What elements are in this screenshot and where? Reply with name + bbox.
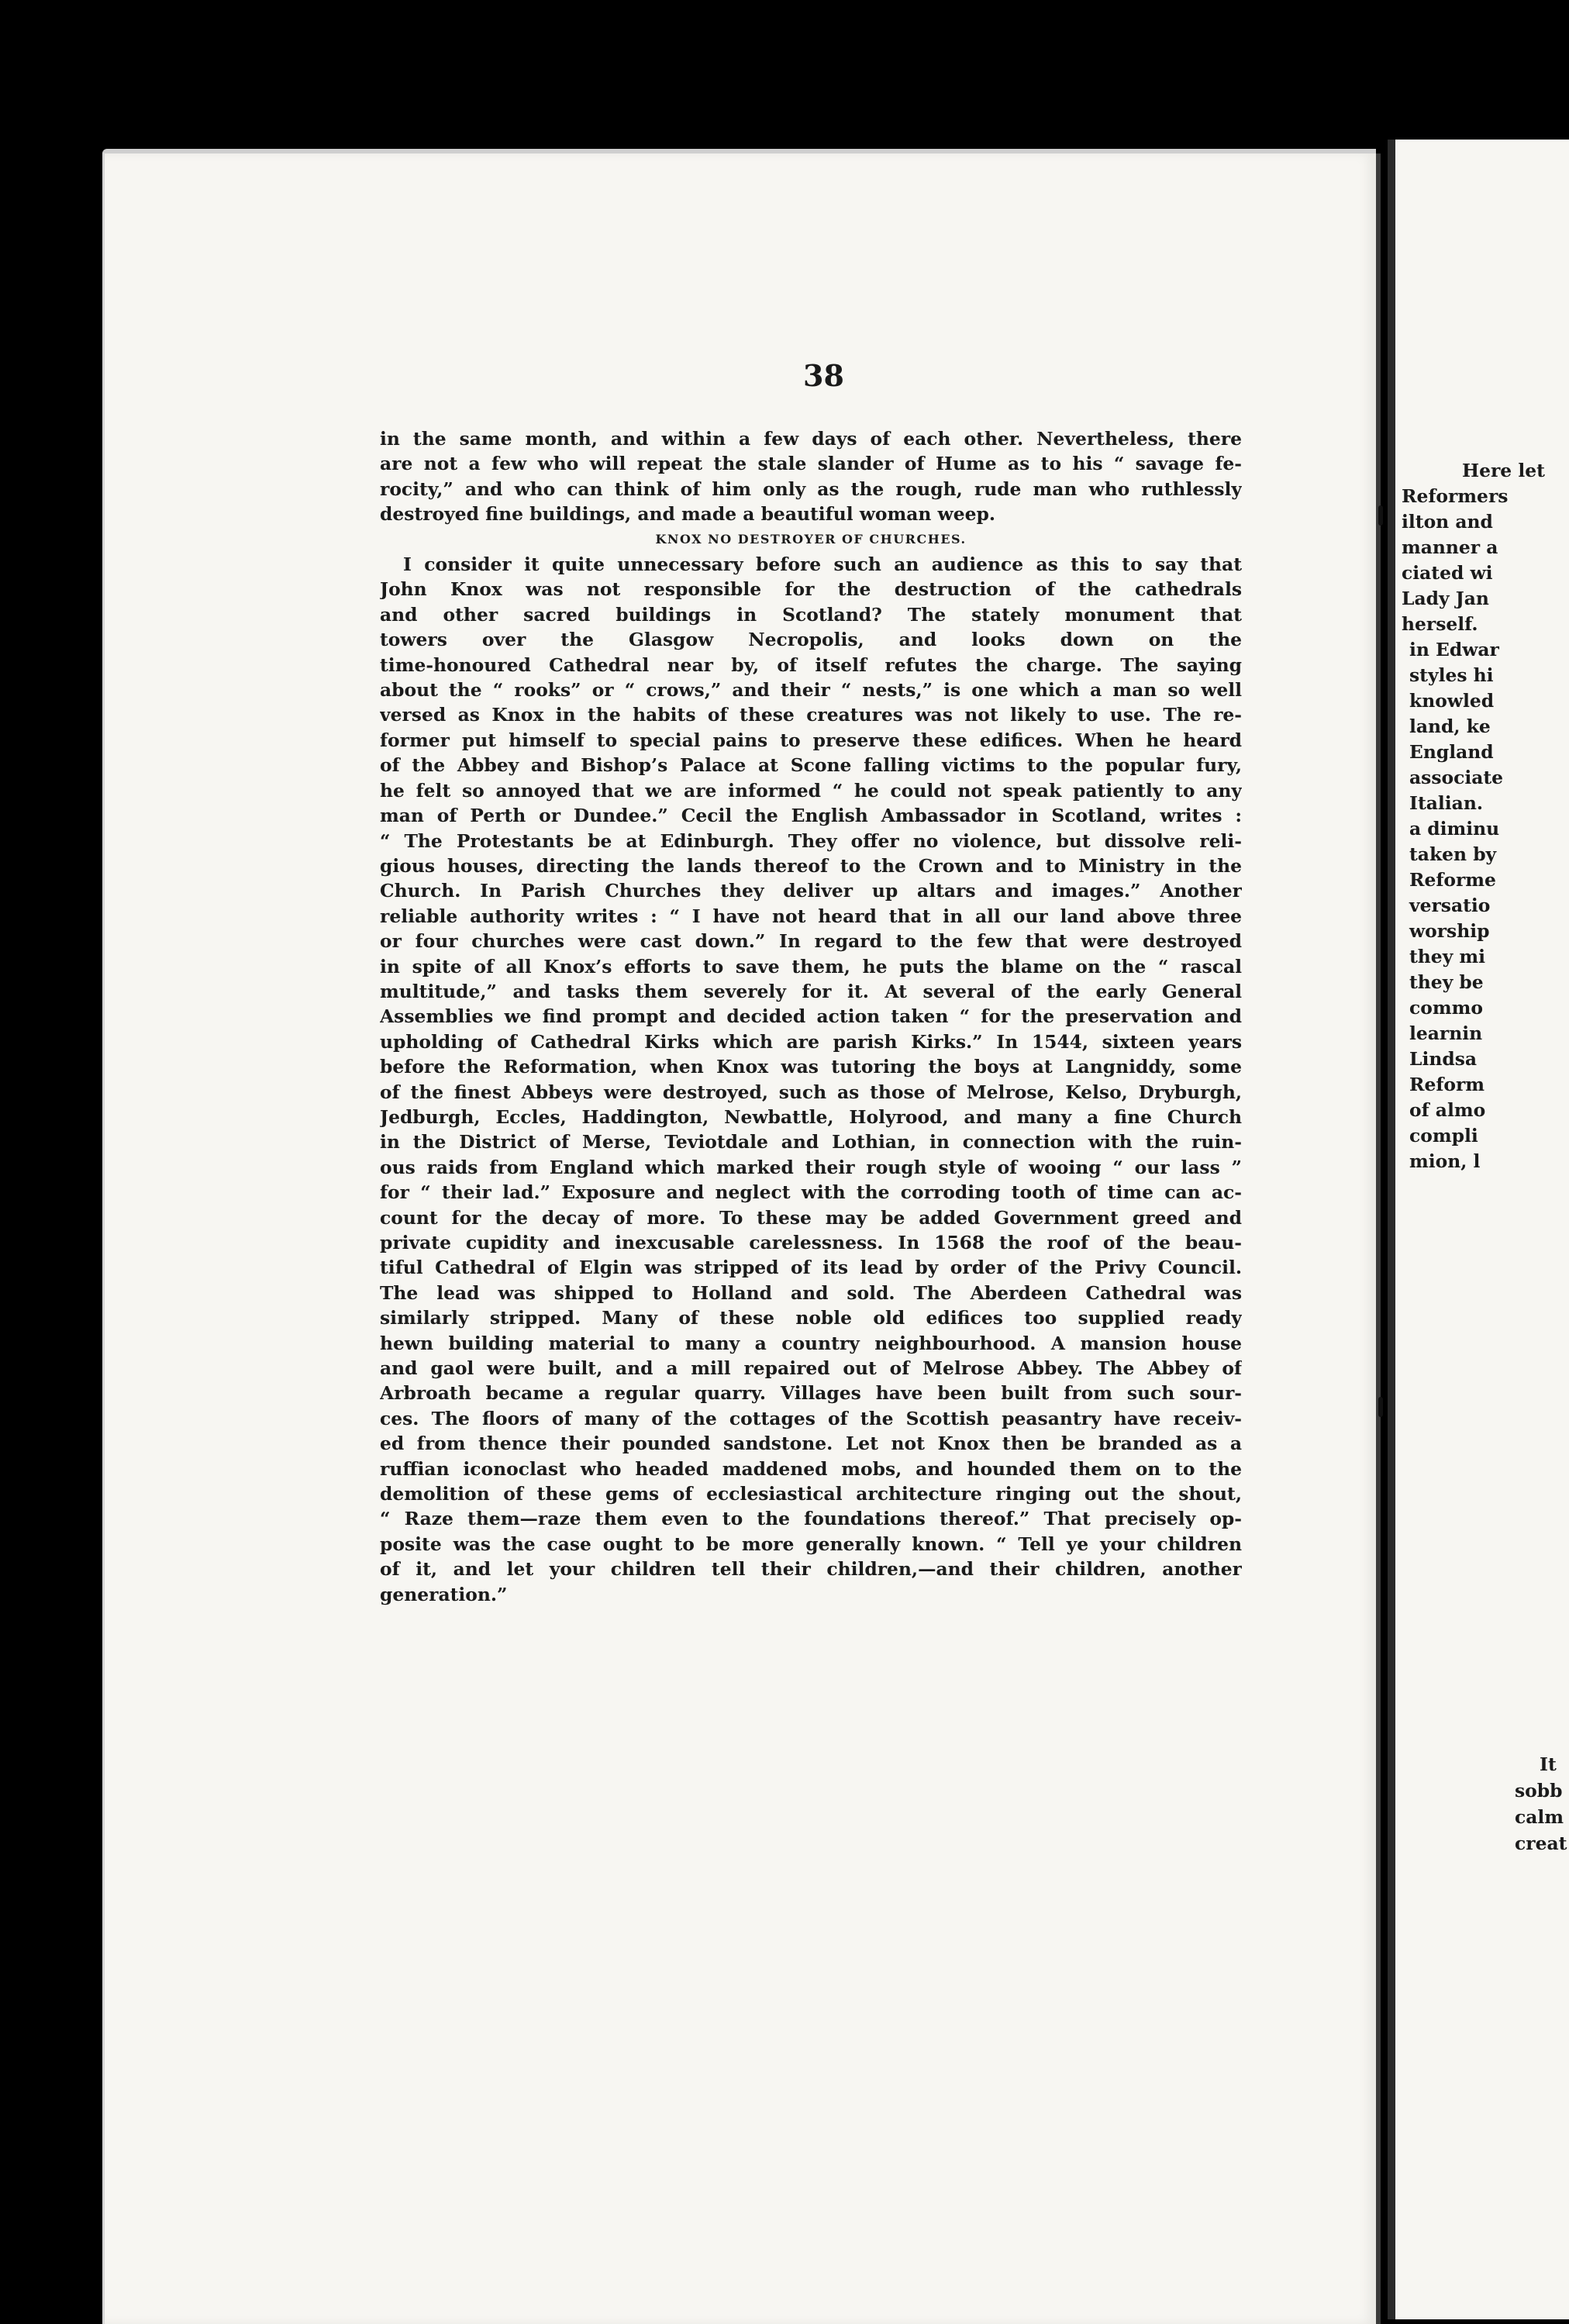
text-line: of it, and let your children tell their children,—and their children, another <box>380 1558 1242 1581</box>
text-line: rocity,” and who can think of him only as the rough, rude man who ruthlessly <box>380 478 1242 500</box>
text-line: in the same month, and within a few days of each other. Nevertheless, there <box>380 428 1242 450</box>
text-line: multitude,” and tasks them severely for it. At several of the early General <box>380 980 1242 1002</box>
text-line: ous raids from England which marked their rough style of wooing “ our lass ” <box>380 1156 1242 1178</box>
text-line: generation.” <box>380 1583 508 1605</box>
text-line: reliable authority writes : “ I have not heard that in all our land above three <box>380 905 1242 927</box>
right-text-line: Lindsa <box>1409 1048 1478 1070</box>
body-text <box>380 426 1242 1607</box>
right-text-line: ilton and <box>1402 511 1493 533</box>
right-text-line: land, ke <box>1409 715 1491 737</box>
text-line: or four churches were cast down.” In regard to the few that were destroyed <box>380 930 1242 953</box>
text-line: I consider it quite unnecessary before such an audience as this to say that <box>403 553 1242 576</box>
text-line: Arbroath became a regular quarry. Villages have been built from such sour- <box>380 1382 1242 1405</box>
text-line: “ The Protestants be at Edinburgh. They offer no violence, but dissolve reli- <box>380 829 1242 852</box>
right-text-line: they mi <box>1409 946 1486 967</box>
right-text-line: England <box>1409 741 1494 763</box>
right-text-line: they be <box>1409 971 1484 993</box>
right-text-line: worship <box>1409 920 1490 942</box>
text-line: former put himself to special pains to preserve these edifices. When he heard <box>380 729 1242 751</box>
text-line: John Knox was not responsible for the destruction of the cathedrals <box>380 578 1242 601</box>
right-text-line: Lady Jan <box>1402 588 1489 609</box>
page-edge-mark <box>1378 1397 1383 1417</box>
text-line: for “ their lad.” Exposure and neglect with the corroding tooth of time can ac- <box>380 1181 1242 1204</box>
text-line: in the District of Merse, Teviotdale and Lothian, in connection with the ruin- <box>380 1131 1242 1153</box>
right-text-line: manner a <box>1402 536 1498 558</box>
text-line: gious houses, directing the lands thereof to the Crown and to Ministry in the <box>380 854 1242 877</box>
text-line: and gaol were built, and a mill repaired out of Melrose Abbey. The Abbey of <box>380 1357 1242 1380</box>
text-line: are not a few who will repeat the stale slander of Hume as to his “ savage fe- <box>380 453 1242 475</box>
text-line: in spite of all Knox’s efforts to save them, he puts the blame on the “ rascal <box>380 955 1242 978</box>
text-line: about the “ rooks” or “ crows,” and their “ nests,” is one which a man so well <box>380 679 1242 702</box>
text-line: hewn building material to many a country neighbourhood. A mansion house <box>380 1332 1242 1354</box>
page-number: 38 <box>803 358 844 393</box>
right-text-line: calm <box>1515 1806 1564 1828</box>
text-line: The lead was shipped to Holland and sold. The Aberdeen Cathedral was <box>380 1281 1242 1304</box>
text-line: man of Perth or Dundee.” Cecil the English Ambassador in Scotland, writes : <box>380 805 1242 827</box>
text-line: and other sacred buildings in Scotland? The stately monument that <box>380 603 1242 626</box>
text-line: similarly stripped. Many of these noble old edifices too supplied ready <box>380 1307 1242 1329</box>
text-line: versed as Knox in the habits of these creatures was not likely to use. The re- <box>380 704 1242 726</box>
text-line: posite was the case ought to be more generally known. “ Tell ye your children <box>380 1533 1242 1555</box>
text-line: towers over the Glasgow Necropolis, and looks down on the <box>380 629 1242 651</box>
text-line: he felt so annoyed that we are informed “ he could not speak patiently to any <box>380 779 1242 802</box>
text-line: demolition of these gems of ecclesiastical architecture ringing out the shout, <box>380 1483 1242 1505</box>
text-line: ces. The floors of many of the cottages of the Scottish peasantry have receiv- <box>380 1407 1242 1429</box>
text-line: Jedburgh, Eccles, Haddington, Newbattle, Holyrood, and many a fine Church <box>380 1105 1242 1128</box>
right-text-line: Reforme <box>1409 869 1496 891</box>
right-text-line: ciated wi <box>1402 562 1493 584</box>
text-line: count for the decay of more. To these may be added Government greed and <box>380 1206 1242 1229</box>
right-text-line: Reformers <box>1402 485 1509 507</box>
text-line: of the Abbey and Bishop’s Palace at Scone falling victims to the popular fury, <box>380 754 1242 777</box>
right-text-line: Here let <box>1462 460 1545 481</box>
text-line: ruffian iconoclast who headed maddened mobs, and hounded them on to the <box>380 1457 1242 1480</box>
right-text-line: Reform <box>1409 1074 1485 1095</box>
text-line: of the finest Abbeys were destroyed, such as those of Melrose, Kelso, Dryburgh, <box>380 1081 1242 1103</box>
right-text-line: a diminu <box>1409 818 1500 840</box>
right-text-line: versatio <box>1409 895 1491 916</box>
text-line: tiful Cathedral of Elgin was stripped of its lead by order of the Privy Council. <box>380 1257 1242 1279</box>
text-line: Assemblies we find prompt and decided action taken “ for the preservation and <box>380 1005 1242 1028</box>
right-text-line: mion, l <box>1409 1150 1481 1172</box>
right-text-line: It <box>1540 1753 1557 1775</box>
right-text-line: Italian. <box>1409 792 1483 814</box>
text-line: time-honoured Cathedral near by, of itself refutes the charge. The saying <box>380 653 1242 676</box>
page-edge-mark <box>1378 505 1383 526</box>
text-line: ed from thence their pounded sandstone. Let not Knox then be branded as a <box>380 1433 1242 1455</box>
right-text-line: styles hi <box>1409 664 1494 686</box>
right-text-line: of almo <box>1409 1099 1486 1121</box>
text-line: private cupidity and inexcusable carelessness. In 1568 the roof of the beau- <box>380 1232 1242 1253</box>
right-text-line: sobb <box>1515 1780 1563 1802</box>
right-text-line: in Edwar <box>1409 639 1499 660</box>
right-text-line: taken by <box>1409 843 1497 865</box>
right-text-line: knowled <box>1409 690 1495 712</box>
text-line: “ Raze them—raze them even to the foundations thereof.” That precisely op- <box>380 1508 1242 1530</box>
right-text-line: herself. <box>1402 613 1478 635</box>
text-line: Church. In Parish Churches they deliver up altars and images.” Another <box>380 880 1242 902</box>
text-line: destroyed fine buildings, and made a beautiful woman weep. <box>380 503 995 526</box>
right-text-line: compli <box>1409 1125 1478 1146</box>
section-heading: KNOX NO DESTROYER OF CHURCHES. <box>655 531 967 547</box>
right-text-line: commo <box>1409 997 1483 1019</box>
right-text-line: learnin <box>1409 1022 1483 1044</box>
text-line: before the Reformation, when Knox was tutoring the boys at Langniddy, some <box>380 1056 1242 1078</box>
right-text-line: creat <box>1515 1833 1567 1854</box>
right-text-line: associate <box>1409 767 1504 788</box>
text-line: upholding of Cathedral Kirks which are parish Kirks.” In 1544, sixteen years <box>380 1030 1242 1053</box>
